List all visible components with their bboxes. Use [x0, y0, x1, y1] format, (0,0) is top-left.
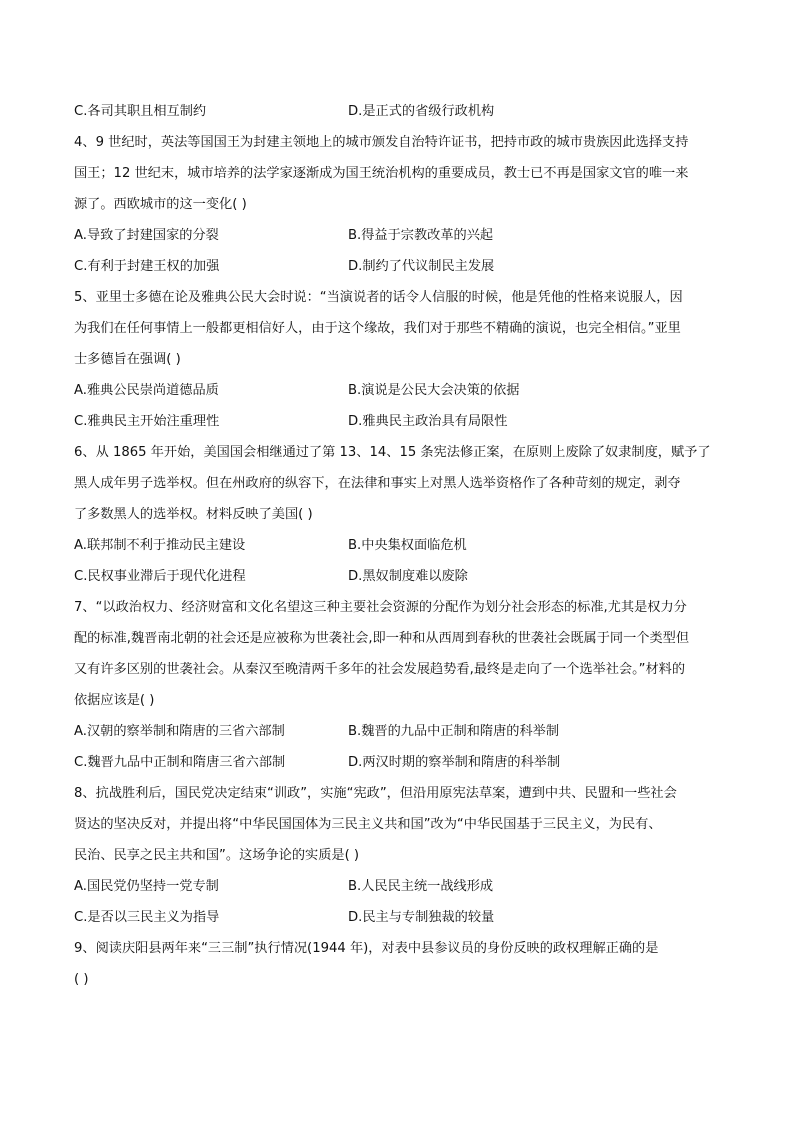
q6-option-c[interactable]: C.民权事业滞后于现代化进程	[74, 569, 246, 584]
question-7	[74, 592, 724, 778]
q4-options-row-ab	[74, 220, 724, 251]
q5-stem-line-3: 士多德旨在强调( )	[74, 352, 181, 367]
question-8	[74, 778, 724, 933]
q7-stem-line-1: 7、“以政治权力、经济财富和文化名望这三种主要社会资源的分配作为划分社会形态的标准,尤其是权力分	[74, 600, 687, 615]
q4-option-a[interactable]: A.导致了封建国家的分裂	[74, 228, 219, 243]
q9-stem-line-2: ( )	[74, 972, 89, 987]
q5-option-d[interactable]: D.雅典民主政治具有局限性	[348, 414, 508, 429]
q7-option-b[interactable]: B.魏晋的九品中正制和隋唐的科举制	[348, 724, 560, 739]
q8-option-a[interactable]: A.国民党仍坚持一党专制	[74, 879, 219, 894]
q3-options-row-cd	[74, 96, 724, 127]
q4-option-c[interactable]: C.有利于封建王权的加强	[74, 259, 220, 274]
q6-option-d[interactable]: D.黑奴制度难以废除	[348, 569, 468, 584]
q8-stem-line-2: 贤达的坚决反对，并提出将“中华民国国体为三民主义共和国”改为“中华民国基于三民主义，为民有、	[74, 817, 662, 832]
q6-options-row-ab	[74, 530, 724, 561]
q4-options-row-cd	[74, 251, 724, 282]
q4-option-d[interactable]: D.制约了代议制民主发展	[348, 259, 495, 274]
q8-options-row-cd	[74, 902, 724, 933]
q6-options-row-cd	[74, 561, 724, 592]
q8-option-d[interactable]: D.民主与专制独裁的较量	[348, 910, 495, 925]
q5-option-b[interactable]: B.演说是公民大会决策的依据	[348, 383, 520, 398]
q4-stem-line-3: 源了。西欧城市的这一变化( )	[74, 197, 247, 212]
q7-stem-line-2: 配的标准,魏晋南北朝的社会还是应被称为世袭社会,即一种和从西周到春秋的世袭社会既属于同一个类型但	[74, 631, 690, 646]
q6-stem-line-3: 了多数黑人的选举权。材料反映了美国( )	[74, 507, 313, 522]
q5-stem-line-2: 为我们在任何事情上一般都更相信好人，由于这个缘故，我们对于那些不精确的演说，也完全相信。”亚里	[74, 321, 681, 336]
q8-options-row-ab	[74, 871, 724, 902]
q5-options-row-cd	[74, 406, 724, 437]
q4-stem-line-2: 国王；12 世纪末，城市培养的法学家逐渐成为国王统治机构的重要成员，教士已不再是国家文官的唯一来	[74, 166, 689, 181]
question-6	[74, 437, 724, 592]
q7-stem-line-3: 又有许多区别的世袭社会。从秦汉至晚清两千多年的社会发展趋势看,最终是走向了一个选举社会。”材料的	[74, 662, 686, 677]
q6-option-a[interactable]: A.联邦制不利于推动民主建设	[74, 538, 246, 553]
question-9	[74, 933, 724, 995]
q5-stem-line-1: 5、亚里士多德在论及雅典公民大会时说：“当演说者的话令人信服的时候，他是凭他的性格来说服人，因	[74, 290, 683, 305]
q7-options-row-ab	[74, 716, 724, 747]
q7-options-row-cd	[74, 747, 724, 778]
q6-stem-line-1: 6、从 1865 年开始，美国国会相继通过了第 13、14、15 条宪法修正案，在原则上废除了奴隶制度，赋予了	[74, 445, 711, 460]
q8-stem-line-1: 8、抗战胜利后，国民党决定结束“训政”，实施“宪政”，但沿用原宪法草案，遭到中共、民盟和一些社会	[74, 786, 677, 801]
q3-option-c[interactable]: C.各司其职且相互制约	[74, 104, 207, 119]
q8-stem-line-3: 民治、民享之民主共和国”。这场争论的实质是( )	[74, 848, 360, 863]
question-4	[74, 127, 724, 282]
question-5	[74, 282, 724, 437]
q8-option-b[interactable]: B.人民民主统一战线形成	[348, 879, 494, 894]
q6-stem-line-2: 黑人成年男子选举权。但在州政府的纵容下，在法律和事实上对黑人选举资格作了各种苛刻的规定，剥夺	[74, 476, 681, 491]
q7-option-d[interactable]: D.两汉时期的察举制和隋唐的科举制	[348, 755, 561, 770]
q5-options-row-ab	[74, 375, 724, 406]
exam-page	[74, 96, 724, 995]
q4-stem-line-1: 4、9 世纪时，英法等国国王为封建主领地上的城市颁发自治特许证书，把持市政的城市贵族因此选择支持	[74, 135, 689, 150]
q8-option-c[interactable]: C.是否以三民主义为指导	[74, 910, 220, 925]
q7-option-c[interactable]: C.魏晋九品中正制和隋唐三省六部制	[74, 755, 286, 770]
q3-option-d[interactable]: D.是正式的省级行政机构	[348, 104, 495, 119]
q9-stem-line-1: 9、阅读庆阳县两年来“三三制”执行情况(1944 年)，对表中县参议员的身份反映的政权理解正确的是	[74, 941, 659, 956]
q5-option-c[interactable]: C.雅典民主开始注重理性	[74, 414, 220, 429]
q5-option-a[interactable]: A.雅典公民崇尚道德品质	[74, 383, 219, 398]
q4-option-b[interactable]: B.得益于宗教改革的兴起	[348, 228, 494, 243]
q7-option-a[interactable]: A.汉朝的察举制和隋唐的三省六部制	[74, 724, 285, 739]
q6-option-b[interactable]: B.中央集权面临危机	[348, 538, 467, 553]
q7-stem-line-4: 依据应该是( )	[74, 693, 155, 708]
